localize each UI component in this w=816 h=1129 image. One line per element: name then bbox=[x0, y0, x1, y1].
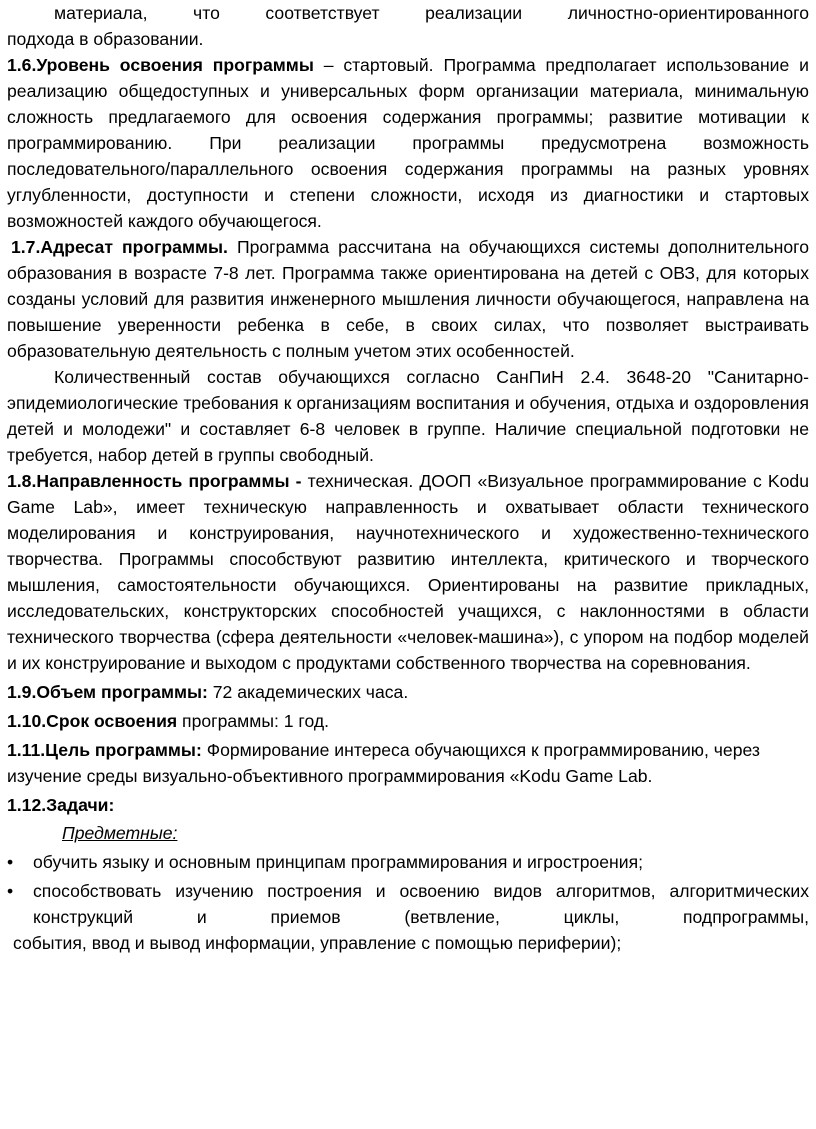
section-1-12 bbox=[7, 792, 809, 818]
subheading-subject: Предметные: bbox=[62, 823, 178, 843]
section-number: 1.8. bbox=[7, 471, 37, 491]
bullet-icon: • bbox=[7, 881, 14, 901]
section-title: Направленность программы - bbox=[36, 471, 302, 491]
section-text: Программа рассчитана на обучающихся системы дополнительного образования в возрасте 7-8 лет. Программа также ориентирована на детей с ОВЗ, для которых созданы условий для развития инженерного мышления личности обучающегося, направлена на повышение уверенности ребенка в себе, в своих силах, что позволяет выстраивать образовательную деятельность с полным учетом этих особенностей. bbox=[7, 237, 809, 361]
quantity-paragraph: Количественный состав обучающихся согласно СанПиН 2.4. 3648-20 "Санитарно-эпидемиологические требования к организациям воспитания и обучения, отдыха и оздоровления детей и молодежи" и составляет 6-8 человек в группе. Наличие специальной подготовки не требуется, набор детей в группы свободный. bbox=[7, 367, 809, 465]
section-1-11 bbox=[7, 737, 809, 789]
list-item bbox=[7, 878, 809, 956]
list-item-text: обучить языку и основным принципам программирования и игростроения; bbox=[33, 852, 644, 872]
section-1-9 bbox=[7, 679, 809, 705]
section-number: 1.7. bbox=[11, 237, 41, 257]
section-1-6 bbox=[7, 52, 809, 234]
section-title: Задачи: bbox=[46, 795, 115, 815]
section-title: Адресат программы. bbox=[40, 237, 228, 257]
section-1-10 bbox=[7, 708, 809, 734]
section-text: техническая. ДООП «Визуальное программирование с Kodu Game Lab», имеет техническую направленность и охватывает области технического моделирования и конструирования, научнотехнического и художественно-технического творчества. Программы способствуют развитию интеллекта, критического и творческого мышления, самостоятельности обучающихся. Ориентированы на развитие прикладных, исследовательских, конструкторских способностей учащихся, с наклонностями в области технического творчества (сфера деятельности «человек-машина»), с упором на подбор моделей и их конструирование и выходом с продуктами собственного творчества на соревнования. bbox=[7, 471, 810, 673]
section-text: 72 академических часа. bbox=[207, 682, 409, 702]
section-number: 1.9. bbox=[7, 682, 37, 702]
bullet-icon: • bbox=[7, 852, 14, 872]
section-title: Срок освоения bbox=[46, 711, 178, 731]
section-number: 1.6. bbox=[7, 55, 37, 75]
intro-line-1: материала, что соответствует реализации личностно-ориентированного bbox=[54, 3, 809, 23]
section-number: 1.11. bbox=[7, 740, 46, 760]
section-number: 1.10. bbox=[7, 711, 47, 731]
section-text: Формирование интереса обучающихся к программированию, через изучение среды визуально-объективного программирования «Kodu Game Lab. bbox=[7, 740, 760, 786]
section-title: Цель программы: bbox=[45, 740, 202, 760]
list-item-text-continued: события, ввод и вывод информации, управление с помощью периферии); bbox=[13, 933, 622, 953]
list-item bbox=[7, 849, 809, 875]
document-page bbox=[7, 0, 809, 956]
section-text: программы: 1 год. bbox=[177, 711, 330, 731]
section-title: Уровень освоения программы bbox=[36, 55, 314, 75]
intro-line-2: подхода в образовании. bbox=[7, 29, 204, 49]
section-title: Объем программы: bbox=[36, 682, 208, 702]
section-1-8 bbox=[7, 468, 809, 676]
section-number: 1.12. bbox=[7, 795, 47, 815]
section-1-7 bbox=[7, 234, 809, 364]
section-text: – стартовый. Программа предполагает использование и реализацию общедоступных и универсальных форм организации материала, минимальную сложность предлагаемого для освоения содержания программы; развитие мотивации к программированию. При реализации программы предусмотрена возможность последовательного/параллельного освоения содержания программы на разных уровнях углубленности, доступности и степени сложности, исходя из диагностики и стартовых возможностей каждого обучающегося. bbox=[7, 55, 809, 231]
list-item-text: способствовать изучению построения и освоению видов алгоритмов, алгоритмических конструкций и приемов (ветвление, циклы, подпрограммы, bbox=[33, 881, 809, 927]
